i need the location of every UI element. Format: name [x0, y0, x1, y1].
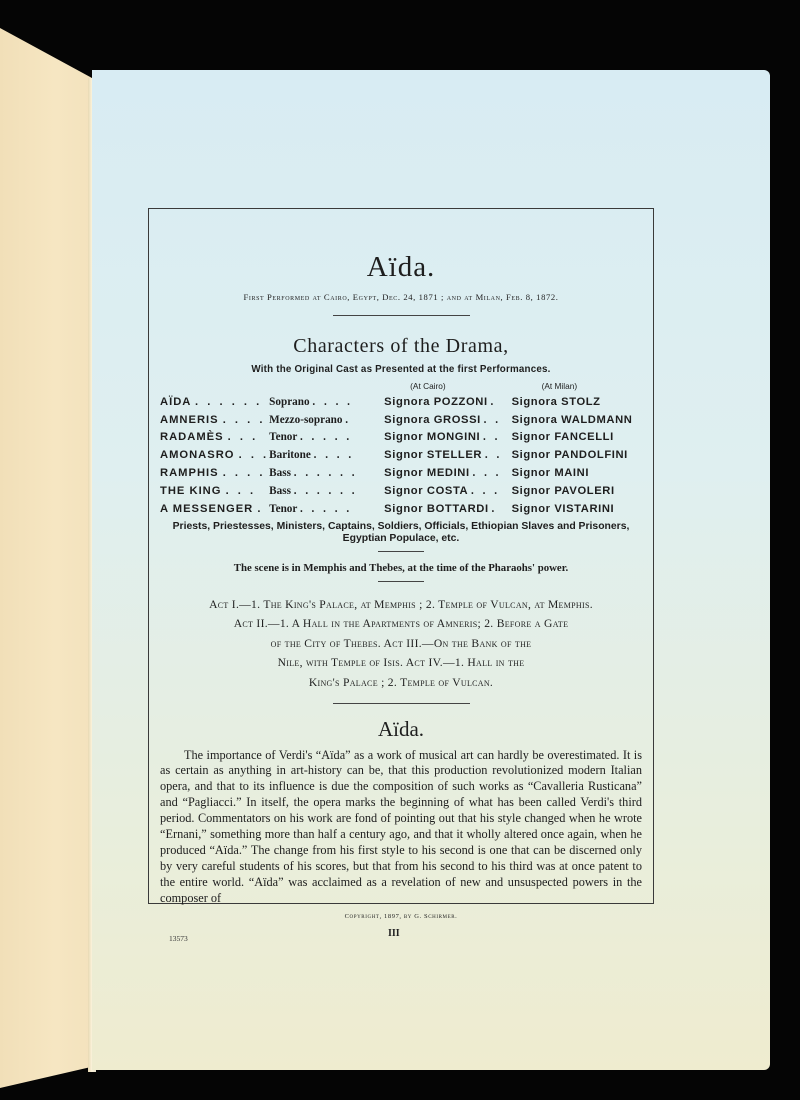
col-milan: (At Milan) — [541, 381, 578, 391]
cast-row: AMNERIS . . . . Mezzo-soprano . Signora GROSSI . . Signora WALDMANN — [160, 413, 633, 426]
voice: Mezzo-soprano — [269, 413, 343, 426]
divider — [378, 581, 424, 582]
page-title: Aïda. — [366, 251, 436, 283]
role: AÏDA — [160, 395, 191, 408]
voice: Bass — [269, 467, 291, 480]
acts-line: King's Palace ; 2. Temple of Vulcan. — [308, 675, 494, 689]
voice: Baritone — [269, 449, 311, 462]
page-content — [160, 250, 642, 920]
divider — [378, 551, 424, 552]
cairo-singer: Signor BOTTARDI — [384, 502, 489, 515]
role: RAMPHIS — [160, 467, 219, 480]
milan-singer: Signora WALDMANN — [511, 413, 633, 426]
plate-number: 13573 — [169, 934, 188, 943]
copyright-line: Copyright, 1897, by G. Schirmer. — [344, 912, 458, 920]
acts-line: Act II.—1. A Hall in the Apartments of Amneris; 2. Before a Gate — [233, 617, 569, 631]
essay-paragraph: The importance of Verdi's “Aïda” as a work of musical art can hardly be overestimated. It is as certain as anything in art-history can be, that this production revolutionized modern Italian opera, and that to its influence is due the composition of such works as “Cavalleria Rusticana” and “Pagliacci.” In itself, the opera marks the beginning of what has been called Verdi's third period. Commentators on his work are fond of pointing out that his style changed when he wrote “Ernani,” something more than half a century ago, and that it wholly altered once again, when he produced “Aïda.” The change from his first style to his second is one that can be discerned only by very careful students of his scores, but that from his second to his third was at once patent to the entire world. “Aïda” was acclaimed as a revelation of new and unsuspected powers in the composer of — [160, 747, 642, 905]
role: AMONASRO — [160, 449, 235, 462]
divider — [333, 315, 470, 316]
cairo-singer: Signor COSTA — [384, 484, 469, 497]
cairo-singer: Signor MONGINI — [384, 431, 481, 444]
cast-intro: With the Original Cast as Presented at the first Performances. — [251, 364, 551, 375]
acts-line: Act I.—1. The King's Palace, at Memphis ; 2. Temple of Vulcan, at Memphis. — [209, 597, 593, 611]
acts-line: Nile, with Temple of Isis. Act IV.—1. Hall in the — [277, 656, 525, 670]
milan-singer: Signor VISTARINI — [511, 502, 615, 515]
role: A MESSENGER — [160, 502, 254, 515]
voice: Bass — [269, 484, 291, 497]
milan-singer: Signor PANDOLFINI — [511, 449, 628, 462]
cairo-singer: Signor STELLER — [384, 449, 483, 462]
left-page — [0, 28, 92, 1088]
premiere-subtitle: First Performed at Cairo, Egypt, Dec. 24, 1871 ; and at Milan, Feb. 8, 1872. — [243, 292, 559, 302]
cairo-singer: Signor MEDINI — [384, 467, 470, 480]
cairo-singer: Signora GROSSI — [384, 413, 481, 426]
milan-singer: Signor MAINI — [511, 467, 590, 480]
cast-header-row — [160, 379, 642, 393]
acts-synopsis — [160, 595, 642, 693]
col-cairo: (At Cairo) — [410, 381, 446, 391]
essay-heading: Aïda. — [377, 716, 425, 741]
cairo-singer: Signora POZZONI — [384, 395, 488, 408]
cast-row: AÏDA . . . . . . Soprano . . . . Signora POZZONI . Signora STOLZ — [160, 395, 601, 408]
page-number: III — [388, 928, 400, 939]
chorus-list: Priests, Priestesses, Ministers, Captains, Soldiers, Officials, Ethiopian Slaves and Prisoners, Egyptian Populace, etc. — [172, 520, 630, 544]
voice: Soprano — [269, 395, 310, 408]
cast-row: THE KING . . . Bass . . . . . . Signor COSTA . . . Signor PAVOLERI — [160, 484, 615, 497]
characters-heading: Characters of the Drama, — [293, 335, 509, 357]
role: AMNERIS — [160, 413, 219, 426]
cast-row: RAMPHIS . . . . Bass . . . . . . Signor MEDINI . . . Signor MAINI — [160, 467, 590, 480]
cast-row: RADAMÈS . . . Tenor . . . . . Signor MONGINI . . Signor FANCELLI — [160, 431, 614, 444]
scene-note: The scene is in Memphis and Thebes, at the time of the Pharaohs' power. — [233, 561, 569, 574]
milan-singer: Signor PAVOLERI — [511, 484, 615, 497]
voice: Tenor — [269, 431, 298, 444]
cast-row: AMONASRO . . . Baritone . . . . Signor STELLER . . Signor PANDOLFINI — [160, 449, 628, 462]
divider — [333, 703, 470, 704]
cast-row: A MESSENGER . Tenor . . . . . Signor BOTTARDI . Signor VISTARINI — [160, 502, 615, 515]
role: THE KING — [160, 484, 222, 497]
acts-line: of the City of Thebes. Act III.—On the Bank of the — [270, 636, 532, 650]
cast-table — [160, 379, 642, 518]
milan-singer: Signora STOLZ — [511, 395, 601, 408]
essay-body — [160, 748, 642, 907]
role: RADAMÈS — [160, 431, 224, 444]
voice: Tenor — [269, 502, 298, 515]
milan-singer: Signor FANCELLI — [511, 431, 614, 444]
